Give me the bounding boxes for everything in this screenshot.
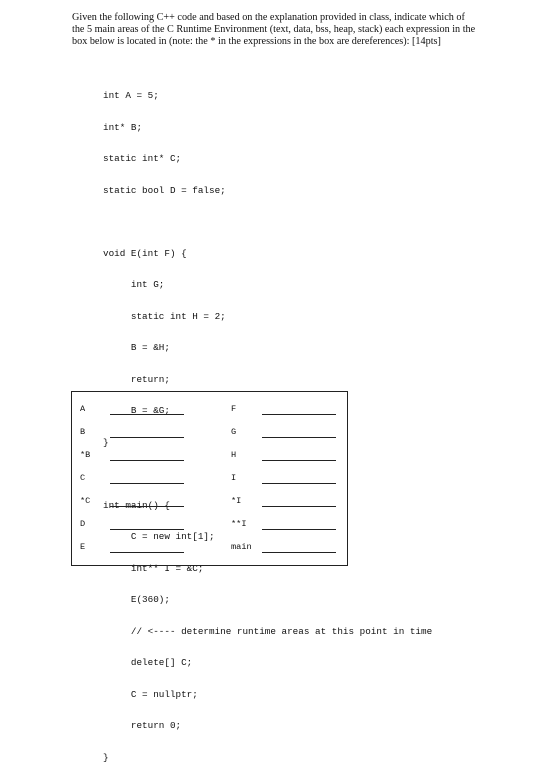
code-line: B = &H; (103, 342, 170, 353)
answer-row (231, 473, 346, 495)
expression-label: E (80, 542, 86, 552)
expression-label: main (231, 542, 252, 552)
answer-blank[interactable] (110, 437, 184, 438)
expression-label: H (231, 450, 237, 460)
answer-blank[interactable] (262, 529, 336, 530)
question-instructions: Given the following C++ code and based on the explanation provided in class, indicate which of the 5 main areas of the C Runtime Environment (text, data, bss, heap, stack) each expression in the box below is located in (note: the * in the expressions in the box are dereferences): [14pts] (72, 12, 476, 48)
expression-label: G (231, 427, 237, 437)
code-line: return 0; (103, 720, 182, 731)
expression-label: *I (231, 496, 242, 506)
answer-row (231, 496, 346, 518)
code-line: // <---- determine runtime areas at this point in time (103, 625, 433, 637)
code-line: } (103, 751, 109, 763)
answer-row (80, 496, 200, 518)
expression-label: *B (80, 450, 91, 460)
answer-blank[interactable] (110, 483, 184, 484)
answer-blank[interactable] (262, 437, 336, 438)
answer-row (80, 473, 200, 495)
answer-blank[interactable] (110, 552, 184, 553)
answer-box (71, 391, 348, 566)
code-line: static int H = 2; (103, 310, 226, 322)
code-line: C = new int[1]; (103, 531, 215, 542)
expression-label: C (80, 473, 86, 483)
code-line: return; (103, 373, 170, 385)
answer-blank[interactable] (110, 529, 184, 530)
answer-row (80, 427, 200, 449)
code-line: } (103, 436, 109, 448)
code-line: B = &G; (103, 405, 170, 416)
answer-row (231, 519, 346, 541)
answer-row (231, 542, 346, 564)
answer-blank[interactable] (262, 460, 336, 461)
answer-row (80, 404, 200, 426)
answer-blank[interactable] (262, 483, 336, 484)
code-line: int main() { (103, 499, 170, 511)
answer-blank[interactable] (110, 414, 184, 415)
answer-row (80, 542, 200, 564)
expression-label: B (80, 427, 86, 437)
answer-row (80, 519, 200, 541)
expression-label: F (231, 404, 237, 414)
code-line: int G; (103, 279, 165, 290)
code-line: int A = 5; (103, 90, 159, 101)
expression-label: D (80, 519, 86, 529)
answer-blank[interactable] (262, 506, 336, 507)
code-line: C = nullptr; (103, 688, 198, 700)
expression-label: I (231, 473, 237, 483)
code-line: void E(int F) { (103, 247, 187, 259)
answer-row (231, 450, 346, 472)
code-line: int** I = &C; (103, 562, 204, 574)
code-line: delete[] C; (103, 657, 193, 668)
answer-blank[interactable] (110, 506, 184, 507)
code-line: E(360); (103, 594, 170, 605)
answer-row (231, 404, 346, 426)
expression-label: **I (231, 519, 247, 529)
code-line: int* B; (103, 121, 143, 133)
expression-label: *C (80, 496, 91, 506)
answer-blank[interactable] (262, 414, 336, 415)
code-line: static int* C; (103, 153, 182, 164)
answer-row (231, 427, 346, 449)
answer-row (80, 450, 200, 472)
expression-label: A (80, 404, 86, 414)
answer-blank[interactable] (110, 460, 184, 461)
answer-blank[interactable] (262, 552, 336, 553)
code-line: static bool D = false; (103, 184, 226, 196)
